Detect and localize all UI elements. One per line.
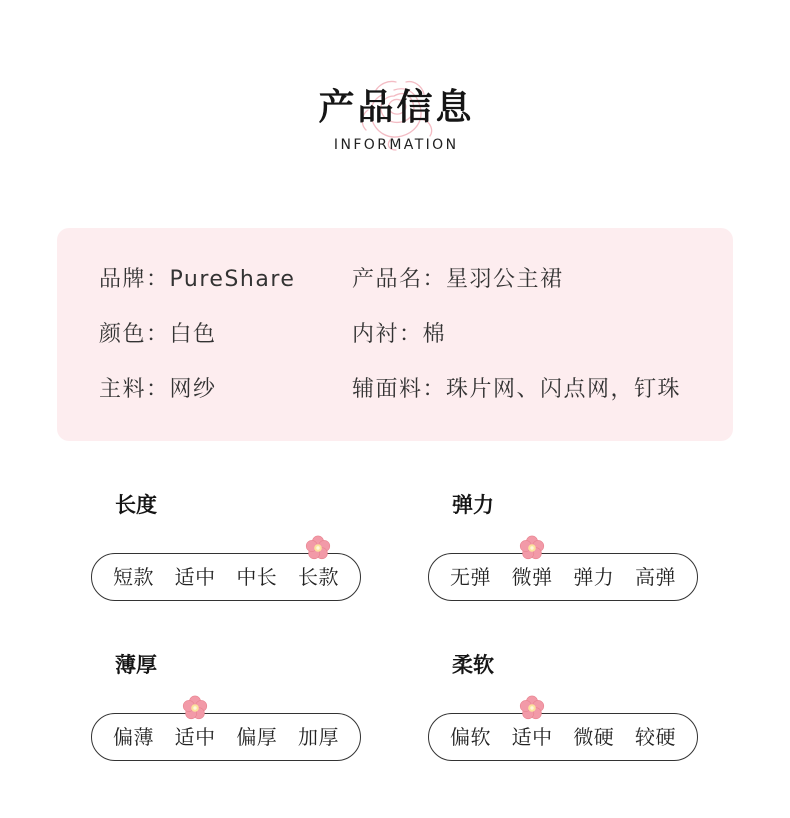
attribute-elasticity <box>428 490 698 601</box>
attribute-label: 薄厚 <box>115 653 157 677</box>
scale-pill <box>428 553 698 601</box>
attribute-length <box>91 490 361 601</box>
flower-icon <box>518 694 546 722</box>
scale-option: 高弹 <box>634 565 676 589</box>
attribute-label: 柔软 <box>452 653 494 677</box>
scale-option: 弹力 <box>573 565 615 589</box>
info-accessory-material <box>352 374 681 406</box>
info-brand <box>99 264 352 296</box>
info-value: 白色 <box>169 322 217 347</box>
scale-option: 中长 <box>236 565 278 589</box>
info-value: 星羽公主裙 <box>446 267 564 292</box>
scale-option: 长款 <box>298 565 339 589</box>
scale-option: 适中 <box>175 725 216 749</box>
section-title: 产品信息 <box>318 87 475 128</box>
attribute-label: 弹力 <box>452 493 494 517</box>
scale-option: 加厚 <box>297 725 339 749</box>
attribute-softness <box>428 650 698 761</box>
info-main-material <box>99 374 352 406</box>
info-product-name <box>352 264 681 296</box>
info-label: 内衬： <box>352 322 423 347</box>
info-label: 产品名： <box>352 267 447 292</box>
scale-pill <box>91 713 361 761</box>
flower-icon <box>518 534 546 562</box>
scale-option: 无弹 <box>450 565 491 589</box>
info-value: PureShare <box>169 267 296 292</box>
info-label: 颜色： <box>99 322 170 347</box>
section-subtitle: INFORMATION <box>333 137 459 153</box>
attribute-thickness <box>91 650 361 761</box>
info-label: 品牌： <box>99 267 170 292</box>
flower-icon <box>181 694 209 722</box>
scale-option: 偏软 <box>450 725 491 749</box>
flower-icon <box>304 534 332 562</box>
info-value: 网纱 <box>169 377 217 402</box>
info-value: 珠片网、闪点网，钉珠 <box>446 377 682 402</box>
product-info-panel <box>57 228 733 441</box>
scale-option: 较硬 <box>634 725 676 749</box>
scale-option: 短款 <box>113 565 154 589</box>
scale-option: 微硬 <box>573 725 615 749</box>
scale-option: 微弹 <box>512 565 553 589</box>
scale-pill <box>428 713 698 761</box>
scale-option: 偏厚 <box>236 725 278 749</box>
scale-option: 适中 <box>512 725 553 749</box>
info-grid <box>99 264 681 406</box>
scale-option: 偏薄 <box>113 725 154 749</box>
info-value: 棉 <box>422 322 447 347</box>
info-lining <box>352 319 681 351</box>
info-color <box>99 319 352 351</box>
scale-pill <box>91 553 361 601</box>
info-label: 辅面料： <box>352 377 447 402</box>
info-label: 主料： <box>99 377 170 402</box>
attribute-label: 长度 <box>115 493 157 517</box>
scale-option: 适中 <box>174 565 216 589</box>
